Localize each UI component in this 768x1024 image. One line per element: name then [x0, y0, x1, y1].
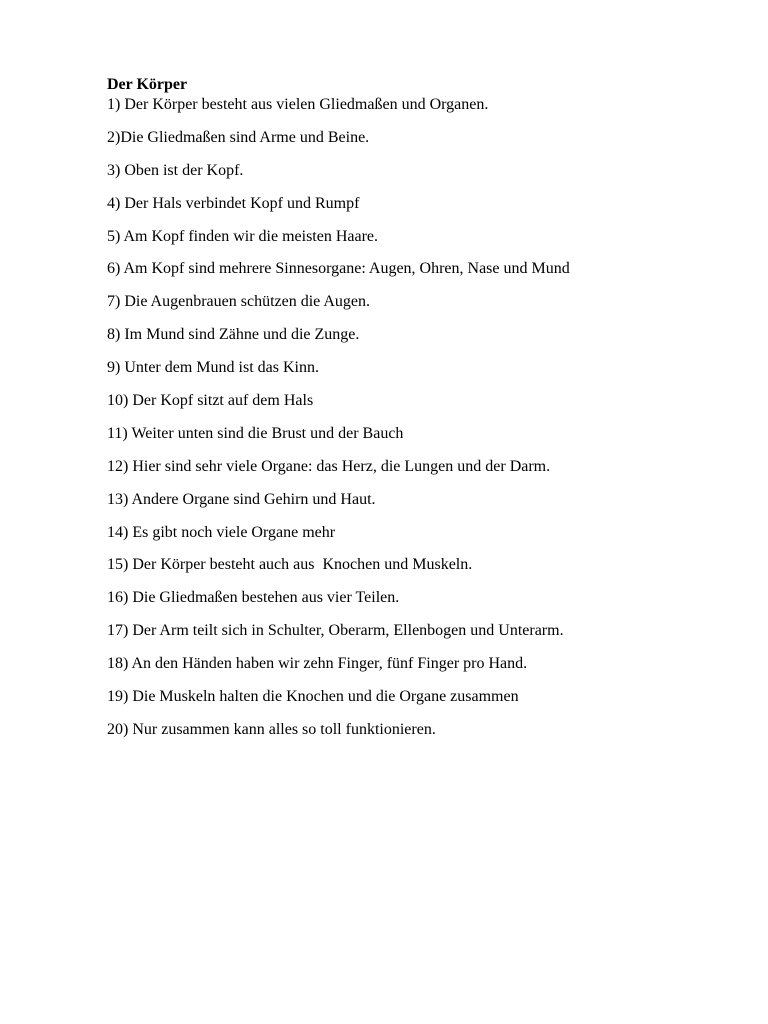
document-line-4: 4) Der Hals verbindet Kopf und Rumpf [107, 194, 360, 212]
document-line-1: 1) Der Körper besteht aus vielen Gliedmaßen und Organen. [107, 96, 489, 113]
document-line-5: 5) Am Kopf finden wir die meisten Haare. [107, 227, 379, 245]
document-line-14: 14) Es gibt noch viele Organe mehr [107, 523, 336, 541]
document-line-19: 19) Die Muskeln halten die Knochen und die Organe zusammen [107, 688, 519, 706]
document-line-11: 11) Weiter unten sind die Brust und der Bauch [107, 424, 404, 442]
document-line-16: 16) Die Gliedmaßen bestehen aus vier Teilen. [107, 589, 400, 607]
document-line-9: 9) Unter dem Mund ist das Kinn. [107, 359, 319, 377]
document-line-3: 3) Oben ist der Kopf. [107, 161, 244, 179]
document-line-6: 6) Am Kopf sind mehrere Sinnesorgane: Augen, Ohren, Nase und Mund [107, 260, 570, 278]
document-line-8: 8) Im Mund sind Zähne und die Zunge. [107, 326, 360, 344]
document-line-2: 2)Die Gliedmaßen sind Arme und Beine. [107, 128, 370, 146]
document-title: Der Körper [107, 76, 188, 93]
document-line-7: 7) Die Augenbrauen schützen die Augen. [107, 293, 371, 311]
document-page [107, 75, 727, 753]
document-line-13: 13) Andere Organe sind Gehirn und Haut. [107, 490, 376, 508]
document-line-18: 18) An den Händen haben wir zehn Finger, fünf Finger pro Hand. [107, 655, 528, 673]
document-line-10: 10) Der Kopf sitzt auf dem Hals [107, 392, 314, 410]
document-line-17: 17) Der Arm teilt sich in Schulter, Oberarm, Ellenbogen und Unterarm. [107, 622, 564, 640]
document-line-12: 12) Hier sind sehr viele Organe: das Herz, die Lungen und der Darm. [107, 457, 551, 475]
document-line-15: 15) Der Körper besteht auch aus Knochen und Muskeln. [107, 556, 473, 574]
document-line-20: 20) Nur zusammen kann alles so toll funktionieren. [107, 720, 436, 738]
